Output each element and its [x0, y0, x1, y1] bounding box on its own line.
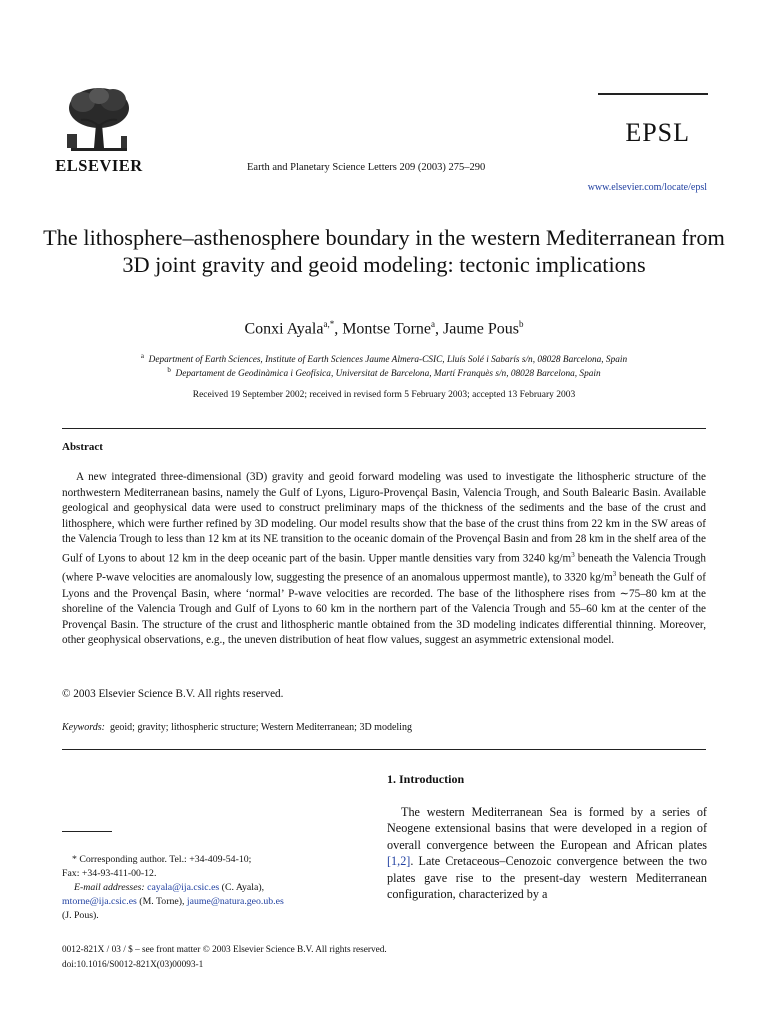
author-name: Jaume Pous: [443, 320, 519, 338]
tree-logo-icon: [63, 84, 135, 154]
citation-link[interactable]: [1,2]: [387, 854, 411, 869]
journal-url-link[interactable]: www.elsevier.com/locate/epsl: [587, 182, 707, 193]
email-link[interactable]: mtorne@ija.csic.es: [62, 896, 137, 907]
footnote-rule: [62, 831, 112, 832]
section-heading-introduction: 1. Introduction: [387, 772, 465, 786]
email-line-2: [62, 895, 362, 909]
keywords: [62, 722, 412, 733]
received-dates: Received 19 September 2002; received in revised form 5 February 2003; accepted 13 February 2003: [192, 390, 576, 400]
author-list: [0, 319, 768, 338]
affiliation-text: Department of Earth Sciences, Institute of Earth Sciences Jaume Almera-CSIC, Lluís Solé i Sabarís s/n, 08028 Barcelona, Spain: [148, 355, 628, 366]
email-line-3: (J. Pous).: [62, 910, 99, 921]
author-affiliation-marker: a: [431, 319, 435, 329]
email-link[interactable]: jaume@natura.geo.ub.es: [186, 896, 284, 907]
keywords-label: Keywords:: [62, 722, 105, 733]
abstract-text-1: A new integrated three-dimensional (3D) gravity and geoid forward modeling was used to investigate the lithospheric structure of the northwestern Mediterranean basins, namely the Gulf of Lyons, Liguro-Provençal Basin, Valencia Trough, and South Balearic Basin. Available geological and geophysical data were used to construct preliminary maps of the thickness of the sediments and the base of the crust and lithosphere, which were further refined by 3D modeling. Our model results show that the base of the crust thins from 22 km in the SW areas of the Valencia Trough to less than 12 km at its NE transition to the oceanic domain of the Provençal Basin and from 28 km in the shelf area of the Gulf of Lyons to about 12 km in the deep oceanic part of the basin. Upper mantle densities vary from 3240 kg/m: [62, 471, 706, 565]
affiliation-label: b: [167, 366, 171, 374]
article-title: The lithosphere–asthenosphere boundary in the western Mediterranean from 3D joint gravity and geoid modeling: tectonic implications: [43, 225, 725, 277]
journal-abbreviation: EPSL: [625, 118, 690, 147]
abstract-text-3: beneath the Gulf of Lyons and the Provençal Basin, where ‘normal’ P-wave velocities are recorded. The base of the lithosphere rises from ∼75–80 km at the shoreline of the Valencia Trough and Gulf of Lyons to 60 km in the northern part of the Valencia Trough and 55–60 km at the center of the Provençal Basin. The structure of the crust and lithospheric mantle obtained from the 3D modeling indicates differential thinning. Moreover, other geophysical observations, e.g., the uneven distribution of heat flow values, suggest an asymmetric extensional model.: [62, 572, 706, 647]
corresponding-author-note: * Corresponding author. Tel.: +34-409-54-10;: [72, 854, 252, 865]
keywords-text: geoid; gravity; lithospheric structure; Western Mediterranean; 3D modeling: [109, 722, 412, 733]
email-line-1: [62, 881, 374, 895]
abstract-heading: Abstract: [62, 441, 103, 453]
author-name: Montse Torne: [342, 320, 431, 338]
intro-text-2: . Late Cretaceous–Cenozoic convergence between the two plates gave rise to the present-day western Mediterranean configuration, characterized by a: [387, 854, 707, 902]
author-affiliation-marker: b: [519, 319, 524, 329]
elsevier-logo: [54, 84, 144, 176]
header-rule: [598, 93, 708, 95]
author-name: Conxi Ayala: [244, 320, 324, 338]
author-separator: ,: [435, 320, 443, 338]
abstract-bottom-rule: [62, 749, 706, 750]
affiliation-a: [0, 352, 768, 365]
affiliation-b: [0, 366, 768, 379]
author-separator: ,: [334, 320, 343, 338]
intro-text-1: The western Mediterranean Sea is formed by a series of Neogene extensional basins that were developed in a region of overall convergence between the European and African plates: [387, 805, 707, 852]
doi-line[interactable]: doi:10.1016/S0012-821X(03)00093-1: [62, 960, 204, 970]
affiliation-text: Departament de Geodinàmica i Geofísica, Universitat de Barcelona, Martí Franquès s/n, 08028 Barcelona, Spain: [175, 369, 601, 380]
abstract-body: [62, 470, 706, 649]
issn-line: 0012-821X / 03 / $ – see front matter © 2003 Elsevier Science B.V. All rights reserved.: [62, 945, 387, 955]
email-label: E-mail addresses:: [74, 882, 145, 893]
superscript: 3: [612, 570, 617, 579]
journal-citation: Earth and Planetary Science Letters 209 (2003) 275–290: [247, 162, 486, 173]
publisher-name: ELSEVIER: [55, 156, 143, 175]
email-owner: (C. Ayala),: [219, 882, 265, 893]
affiliation-label: a: [140, 352, 144, 360]
fax-note: Fax: +34-93-411-00-12.: [62, 868, 157, 879]
email-link[interactable]: cayala@ija.csic.es: [147, 882, 220, 893]
email-owner: (M. Torne),: [136, 896, 185, 907]
superscript: 3: [571, 550, 575, 559]
author-affiliation-marker: a,*: [323, 319, 335, 329]
abstract-text-2: beneath the Valencia Trough (where P-wave velocities are anomalously low, suggesting the presence of an anomalous uppermost mantle), to 3320 kg/m: [62, 552, 706, 585]
introduction-body: [387, 804, 707, 902]
abstract-top-rule: [62, 428, 706, 429]
abstract-copyright: © 2003 Elsevier Science B.V. All rights reserved.: [62, 688, 284, 700]
